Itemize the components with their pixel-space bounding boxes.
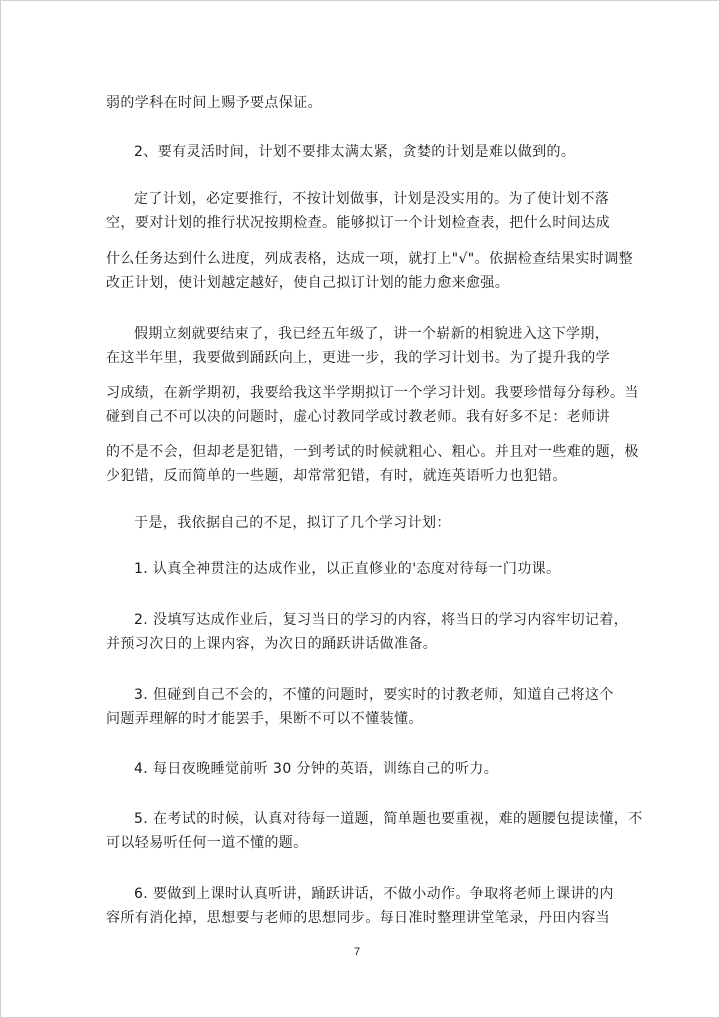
list-item: 3. 但碰到自己不会的，不懂的问题时，要实时的讨教老师，知道自己将这个 (134, 687, 614, 703)
text-line: 碰到自己不可以决的问题时，虚心讨教同学或讨教老师。我有好多不足：老师讲 (106, 409, 610, 425)
text-line: 并预习次日的上课内容，为次日的踊跃讲话做准备。 (106, 636, 438, 652)
list-item: 1. 认真全神贯注的达成作业，以正直修业的'态度对待每一门功课。 (134, 561, 561, 577)
text-line: 假期立刻就要结束了，我已经五年级了，讲一个崭新的相貌进入这下学期， (134, 326, 610, 342)
page-number: 7 (354, 946, 361, 958)
list-item: 5. 在考试的时候，认真对待每一道题，简单题也要重视，难的题腰包提读懂，不 (134, 811, 643, 827)
text-line: 什么任务达到什么进度，列成表格，达成一项，就打上"√"。依据检查结果实时调整 (106, 251, 633, 267)
text-line: 问题弄理解的时才能罢手，果断不可以不懂装懂。 (106, 711, 423, 727)
text-line: 于是，我依据自己的不足，拟订了几个学习计划： (134, 515, 451, 531)
text-line: 弱的学科在时间上赐予要点保证。 (106, 95, 322, 111)
text-line: 习成绩，在新学期初，我要给我这半学期拟订一个学习计划。我要珍惜每分每秒。当 (106, 385, 639, 401)
list-item: 6. 要做到上课时认真听讲，踊跃讲话，不做小动作。争取将老师上课讲的内 (134, 886, 614, 902)
list-item: 2. 没填写达成作业后，复习当日的学习的内容，将当日的学习内容牢切记着， (134, 612, 629, 628)
list-item: 4. 每日夜晚睡觉前听 30 分钟的英语，训练自己的听力。 (134, 761, 499, 777)
text-line: 2、要有灵活时间，计划不要排太满太紧，贪婪的计划是难以做到的。 (134, 144, 576, 160)
text-line: 可以轻易听任何一道不懂的题。 (106, 835, 308, 851)
text-line: 空，要对计划的推行状况按期检查。能够拟订一个计划检查表，把什么时间达成 (106, 215, 610, 231)
text-line: 少犯错，反而简单的一些题，却常常犯错，有时，就连英语听力也犯错。 (106, 468, 567, 484)
text-line: 定了计划，必定要推行，不按计划做事，计划是没实用的。为了使计划不落 (134, 191, 610, 207)
text-line: 的不是不会，但却老是犯错，一到考试的时候就粗心、粗心。并且对一些难的题，极 (106, 444, 639, 460)
text-line: 在这半年里，我要做到踊跃向上，更进一步，我的学习计划书。为了提升我的学 (106, 350, 610, 366)
text-line: 改正计划，使计划越定越好，使自己拟订计划的能力愈来愈强。 (106, 275, 510, 291)
text-line: 容所有消化掉，思想要与老师的思想同步。每日准时整理讲堂笔录，丹田内容当 (106, 910, 610, 926)
